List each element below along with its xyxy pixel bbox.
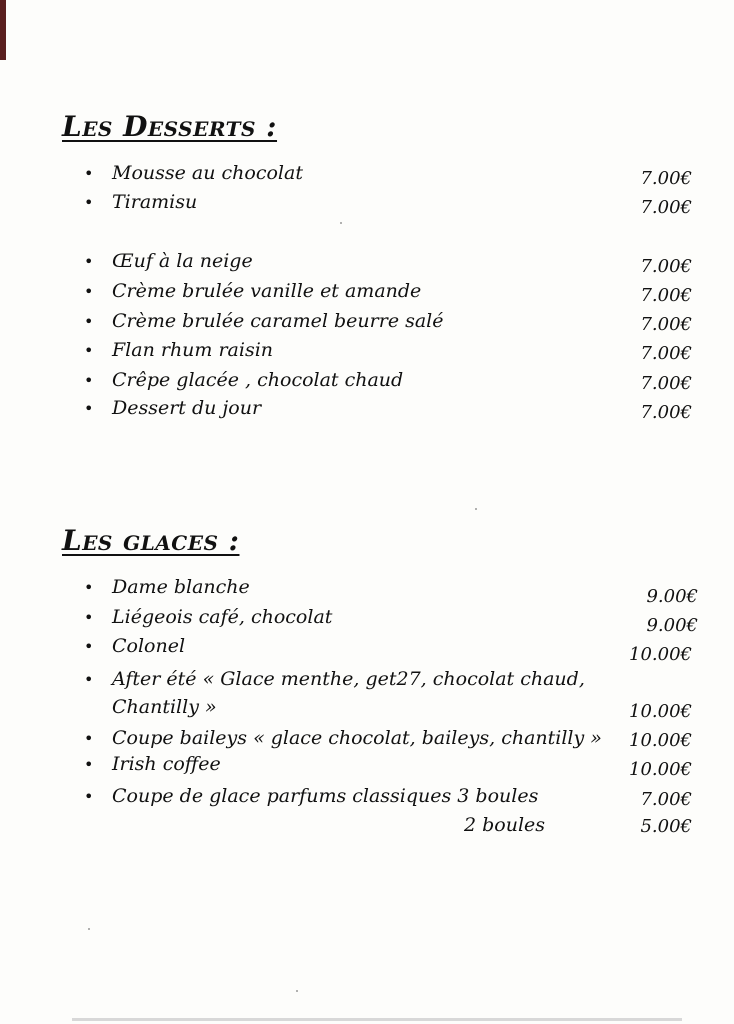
menu-item <box>84 191 704 221</box>
item-price: 7.00€ <box>640 373 692 394</box>
page-bottom-edge <box>72 1018 682 1021</box>
menu-item <box>84 280 704 310</box>
menu-item <box>84 668 704 728</box>
item-name: Œuf à la neige <box>112 250 253 272</box>
menu-item <box>84 369 704 399</box>
item-price: 7.00€ <box>640 314 692 335</box>
bullet-icon: • <box>84 787 94 806</box>
paper-speck <box>340 222 342 224</box>
menu-item <box>84 635 704 665</box>
bullet-icon: • <box>84 312 94 331</box>
bullet-icon: • <box>84 670 94 689</box>
menu-item <box>84 814 704 844</box>
bullet-icon: • <box>84 637 94 656</box>
item-name: Crème brulée vanille et amande <box>112 280 422 302</box>
item-price: 10.00€ <box>629 730 692 751</box>
item-name: Coupe baileys « glace chocolat, baileys, chantilly » <box>112 727 602 749</box>
item-name: Coupe de glace parfums classiques 3 boules <box>112 785 539 807</box>
item-name: After été « Glace menthe, get27, chocolat chaud, <box>112 668 585 690</box>
item-price: 9.00€ <box>646 615 698 636</box>
paper-speck <box>296 990 298 992</box>
desserts-title: Les Desserts : <box>62 110 278 143</box>
item-price: 9.00€ <box>646 586 698 607</box>
item-price: 7.00€ <box>640 256 692 277</box>
item-name: Liégeois café, chocolat <box>112 606 333 628</box>
paper-speck <box>88 928 90 930</box>
item-price: 5.00€ <box>640 816 692 837</box>
item-name: Crêpe glacée , chocolat chaud <box>112 369 404 391</box>
bullet-icon: • <box>84 755 94 774</box>
item-sub-label: 2 boules <box>464 814 546 836</box>
item-name-continued: Chantilly » <box>112 696 217 718</box>
bullet-icon: • <box>84 341 94 360</box>
bullet-icon: • <box>84 729 94 748</box>
paper-speck <box>475 508 477 510</box>
menu-item <box>84 606 704 636</box>
item-name: Tiramisu <box>112 191 198 213</box>
bullet-icon: • <box>84 252 94 271</box>
item-price: 10.00€ <box>629 759 692 780</box>
item-name: Dessert du jour <box>112 397 262 419</box>
bullet-icon: • <box>84 193 94 212</box>
menu-item <box>84 785 704 815</box>
item-name: Crème brulée caramel beurre salé <box>112 310 444 332</box>
item-price: 7.00€ <box>640 285 692 306</box>
menu-item <box>84 397 704 427</box>
bullet-icon: • <box>84 608 94 627</box>
item-name: Flan rhum raisin <box>112 339 274 361</box>
item-price: 10.00€ <box>629 701 692 722</box>
bullet-icon: • <box>84 282 94 301</box>
menu-item <box>84 250 704 280</box>
item-price: 7.00€ <box>640 789 692 810</box>
menu-item <box>84 339 704 369</box>
menu-item <box>84 576 704 606</box>
item-name: Irish coffee <box>112 753 221 775</box>
bullet-icon: • <box>84 164 94 183</box>
item-price: 7.00€ <box>640 343 692 364</box>
menu-item <box>84 753 704 783</box>
item-price: 7.00€ <box>640 402 692 423</box>
item-name: Mousse au chocolat <box>112 162 303 184</box>
item-name: Dame blanche <box>112 576 250 598</box>
glaces-title: Les glaces : <box>62 524 240 557</box>
item-price: 7.00€ <box>640 168 692 189</box>
menu-item <box>84 310 704 340</box>
bullet-icon: • <box>84 578 94 597</box>
menu-item <box>84 162 704 192</box>
item-price: 10.00€ <box>629 644 692 665</box>
page-edge-mark <box>0 0 6 60</box>
bullet-icon: • <box>84 399 94 418</box>
item-price: 7.00€ <box>640 197 692 218</box>
item-name: Colonel <box>112 635 186 657</box>
bullet-icon: • <box>84 371 94 390</box>
